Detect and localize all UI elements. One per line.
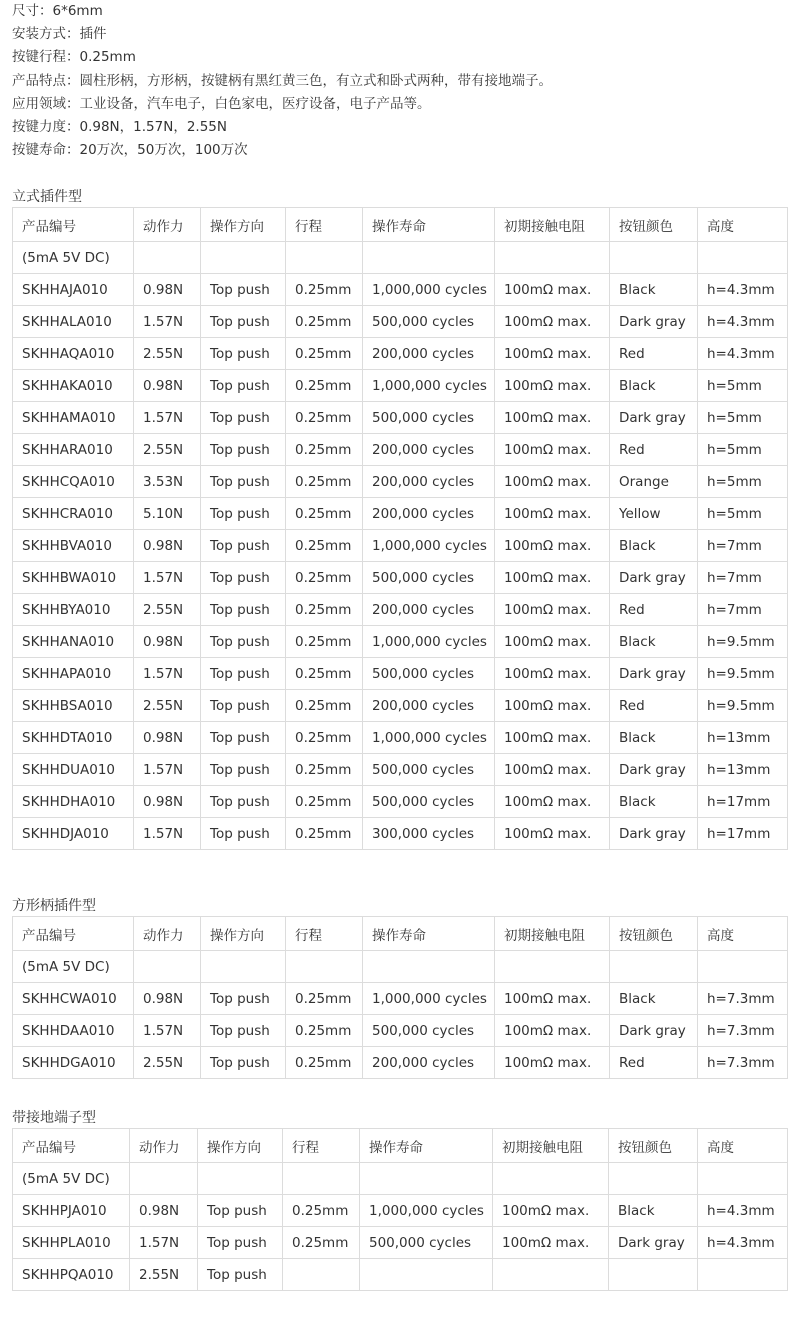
table-cell: 100mΩ max. (493, 1227, 609, 1259)
table-cell (360, 1163, 493, 1195)
table-cell: Dark gray (610, 754, 698, 786)
table-cell: Top push (201, 466, 286, 498)
table-cell (610, 951, 698, 983)
table-cell: Top push (198, 1227, 283, 1259)
table-cell: SKHHAPA010 (13, 658, 134, 690)
table-cell: Top push (198, 1195, 283, 1227)
table-cell: SKHHDTA010 (13, 722, 134, 754)
column-header: 动作力 (130, 1129, 198, 1163)
table-cell: 2.55N (134, 338, 201, 370)
table-cell (134, 951, 201, 983)
table-row (13, 1259, 788, 1291)
table-row (13, 690, 788, 722)
table-row (13, 722, 788, 754)
table-cell (493, 1163, 609, 1195)
table-cell: 0.25mm (286, 690, 363, 722)
table-cell: SKHHALA010 (13, 306, 134, 338)
table-cell: 200,000 cycles (363, 594, 495, 626)
table-cell (198, 1163, 283, 1195)
table-cell: 5.10N (134, 498, 201, 530)
table-cell: 0.25mm (286, 594, 363, 626)
column-header: 操作方向 (201, 208, 286, 242)
table-cell: Top push (201, 983, 286, 1015)
table-row (13, 370, 788, 402)
table-cell: Red (610, 434, 698, 466)
table-cell: SKHHPQA010 (13, 1259, 130, 1291)
table-cell: 0.25mm (286, 1047, 363, 1079)
table-cell: 0.98N (134, 983, 201, 1015)
table-row (13, 754, 788, 786)
table-cell: 100mΩ max. (495, 338, 610, 370)
table-cell: Top push (201, 306, 286, 338)
column-header: 产品编号 (13, 917, 134, 951)
table-cell: 2.55N (134, 434, 201, 466)
table-cell: 2.55N (134, 690, 201, 722)
table-row (13, 594, 788, 626)
table-cell: Top push (201, 370, 286, 402)
table-row (13, 338, 788, 370)
table-cell: 1.57N (130, 1227, 198, 1259)
table-cell (130, 1163, 198, 1195)
table-cell: 0.25mm (286, 466, 363, 498)
table-cell: 0.98N (134, 626, 201, 658)
table-cell: 0.25mm (286, 306, 363, 338)
table-cell: SKHHCWA010 (13, 983, 134, 1015)
table-cell: SKHHAMA010 (13, 402, 134, 434)
column-header: 操作方向 (198, 1129, 283, 1163)
column-header: 高度 (698, 208, 788, 242)
table-cell: 0.25mm (286, 530, 363, 562)
table-cell: Top push (201, 1015, 286, 1047)
table-cell: SKHHDGA010 (13, 1047, 134, 1079)
table-cell: Dark gray (610, 658, 698, 690)
table-cell: Top push (201, 722, 286, 754)
table-cell: 1,000,000 cycles (363, 626, 495, 658)
table-cell: 0.25mm (286, 818, 363, 850)
table-cell: 100mΩ max. (495, 786, 610, 818)
table-cell: 100mΩ max. (495, 402, 610, 434)
section-title-square: 方形柄插件型 (12, 898, 96, 914)
table-cell: Top push (201, 1047, 286, 1079)
table-cell: Top push (201, 434, 286, 466)
table-cell: 0.25mm (286, 338, 363, 370)
table-cell: h=17mm (698, 818, 788, 850)
table-cell (698, 951, 788, 983)
table-cell: h=7mm (698, 562, 788, 594)
table-cell: SKHHCQA010 (13, 466, 134, 498)
table-cell: Dark gray (610, 402, 698, 434)
table-cell: 500,000 cycles (363, 1015, 495, 1047)
table-cell: Yellow (610, 498, 698, 530)
table-cell: 500,000 cycles (363, 402, 495, 434)
table-cell: 200,000 cycles (363, 338, 495, 370)
table-cell: 1.57N (134, 658, 201, 690)
table-cell: SKHHCRA010 (13, 498, 134, 530)
table-cell: Top push (201, 498, 286, 530)
table-cell: 3.53N (134, 466, 201, 498)
table-cell: 1,000,000 cycles (363, 983, 495, 1015)
condition-note: (5mA 5V DC) (13, 242, 134, 274)
table-cell: h=5mm (698, 498, 788, 530)
table-row (13, 1047, 788, 1079)
table-cell: Black (610, 530, 698, 562)
vertical-type-table (12, 207, 788, 850)
table-cell: 1,000,000 cycles (363, 722, 495, 754)
table-cell: Red (610, 338, 698, 370)
table-cell: 100mΩ max. (495, 690, 610, 722)
table-cell: Dark gray (610, 1015, 698, 1047)
table-cell: h=9.5mm (698, 690, 788, 722)
table-cell: 0.25mm (283, 1195, 360, 1227)
table-cell: h=13mm (698, 754, 788, 786)
column-header: 动作力 (134, 208, 201, 242)
table-cell: SKHHANA010 (13, 626, 134, 658)
table-cell: SKHHBVA010 (13, 530, 134, 562)
table-cell: 100mΩ max. (495, 370, 610, 402)
table-cell: Top push (201, 594, 286, 626)
table-cell (134, 242, 201, 274)
table-cell: Dark gray (610, 306, 698, 338)
table-cell: 500,000 cycles (363, 786, 495, 818)
table-cell: 0.98N (134, 274, 201, 306)
table-cell (201, 951, 286, 983)
table-cell: Top push (201, 562, 286, 594)
spec-mounting: 安装方式：插件 (12, 26, 107, 43)
table-cell: 100mΩ max. (495, 306, 610, 338)
table-cell: 100mΩ max. (495, 818, 610, 850)
table-cell: h=4.3mm (698, 1227, 788, 1259)
table-row (13, 786, 788, 818)
table-row (13, 1195, 788, 1227)
column-header: 高度 (698, 917, 788, 951)
table-cell: Top push (201, 338, 286, 370)
table-cell: 0.25mm (286, 658, 363, 690)
table-cell: 100mΩ max. (495, 594, 610, 626)
table-cell: Dark gray (610, 818, 698, 850)
spec-applications: 应用领域：工业设备，汽车电子，白色家电，医疗设备，电子产品等。 (12, 95, 431, 112)
table-cell: 100mΩ max. (495, 562, 610, 594)
column-header: 按钮颜色 (610, 917, 698, 951)
table-cell: 100mΩ max. (495, 434, 610, 466)
table-cell (286, 951, 363, 983)
table-cell: 100mΩ max. (495, 498, 610, 530)
table-cell: Dark gray (610, 562, 698, 594)
table-cell: 500,000 cycles (360, 1227, 493, 1259)
table-cell: 2.55N (134, 594, 201, 626)
condition-note-row (13, 242, 788, 274)
table-row (13, 983, 788, 1015)
table-cell: 0.25mm (286, 626, 363, 658)
table-cell: 100mΩ max. (495, 722, 610, 754)
table-cell: 1.57N (134, 818, 201, 850)
table-cell: Top push (201, 530, 286, 562)
section-title-grounding: 带接地端子型 (12, 1110, 96, 1126)
table-cell: 0.25mm (286, 370, 363, 402)
table-cell: 300,000 cycles (363, 818, 495, 850)
table-cell: 0.25mm (286, 754, 363, 786)
table-cell (286, 242, 363, 274)
table-row (13, 658, 788, 690)
column-header: 操作寿命 (363, 917, 495, 951)
table-cell: 1.57N (134, 1015, 201, 1047)
table-cell (495, 242, 610, 274)
table-cell: SKHHDAA010 (13, 1015, 134, 1047)
table-cell: h=9.5mm (698, 626, 788, 658)
table-cell: h=7mm (698, 530, 788, 562)
table-cell: Top push (198, 1259, 283, 1291)
table-row (13, 274, 788, 306)
table-cell: h=7.3mm (698, 1015, 788, 1047)
table-cell: h=9.5mm (698, 658, 788, 690)
table-cell: 1.57N (134, 402, 201, 434)
table-cell (363, 242, 495, 274)
table-cell: h=7mm (698, 594, 788, 626)
table-cell: 0.25mm (286, 786, 363, 818)
table-cell: 0.25mm (286, 498, 363, 530)
table-cell: 0.25mm (286, 402, 363, 434)
column-header: 操作方向 (201, 917, 286, 951)
table-cell: 0.98N (134, 786, 201, 818)
table-cell: 100mΩ max. (495, 1015, 610, 1047)
table-row (13, 402, 788, 434)
table-cell: SKHHAKA010 (13, 370, 134, 402)
table-cell: 500,000 cycles (363, 754, 495, 786)
spec-size: 尺寸：6*6mm (12, 3, 103, 19)
table-cell: Black (610, 786, 698, 818)
table-cell: 100mΩ max. (495, 658, 610, 690)
table-row (13, 818, 788, 850)
table-cell: Top push (201, 818, 286, 850)
table-cell: SKHHBSA010 (13, 690, 134, 722)
table-cell: SKHHPLA010 (13, 1227, 130, 1259)
table-cell: 200,000 cycles (363, 690, 495, 722)
table-cell: 1,000,000 cycles (360, 1195, 493, 1227)
table-cell: 0.25mm (283, 1227, 360, 1259)
table-cell: 0.25mm (286, 562, 363, 594)
column-header: 行程 (283, 1129, 360, 1163)
table-row (13, 466, 788, 498)
table-cell: 200,000 cycles (363, 498, 495, 530)
table-cell: Dark gray (609, 1227, 698, 1259)
table-cell: h=5mm (698, 402, 788, 434)
table-cell: 1,000,000 cycles (363, 530, 495, 562)
column-header: 初期接触电阻 (495, 208, 610, 242)
condition-note: (5mA 5V DC) (13, 1163, 130, 1195)
table-cell: Black (609, 1195, 698, 1227)
table-cell: Black (610, 722, 698, 754)
table-cell: 2.55N (134, 1047, 201, 1079)
table-cell: SKHHDHA010 (13, 786, 134, 818)
table-cell: Black (610, 370, 698, 402)
table-cell: 0.25mm (286, 274, 363, 306)
table-cell: h=5mm (698, 466, 788, 498)
table-cell (283, 1259, 360, 1291)
spec-list (12, 0, 552, 162)
table-cell (493, 1259, 609, 1291)
table-cell: SKHHBYA010 (13, 594, 134, 626)
table-cell: Red (610, 690, 698, 722)
table-cell: Top push (201, 690, 286, 722)
table-cell (363, 951, 495, 983)
column-header: 高度 (698, 1129, 788, 1163)
table-cell: h=7.3mm (698, 983, 788, 1015)
table-cell: 0.25mm (286, 1015, 363, 1047)
table-cell: SKHHAQA010 (13, 338, 134, 370)
table-row (13, 498, 788, 530)
table-row (13, 530, 788, 562)
condition-note-row (13, 1163, 788, 1195)
table-cell (201, 242, 286, 274)
table-cell: 2.55N (130, 1259, 198, 1291)
table-cell: Top push (201, 402, 286, 434)
table-cell: 100mΩ max. (495, 274, 610, 306)
header-row (13, 917, 788, 951)
table-cell: 200,000 cycles (363, 434, 495, 466)
table-cell: Top push (201, 786, 286, 818)
table-cell: Black (610, 626, 698, 658)
column-header: 动作力 (134, 917, 201, 951)
table-cell: Top push (201, 274, 286, 306)
column-header: 操作寿命 (360, 1129, 493, 1163)
table-cell: Top push (201, 754, 286, 786)
table-cell: SKHHDJA010 (13, 818, 134, 850)
table-cell: 0.25mm (286, 722, 363, 754)
table-cell: SKHHPJA010 (13, 1195, 130, 1227)
column-header: 产品编号 (13, 1129, 130, 1163)
table-cell: 100mΩ max. (495, 530, 610, 562)
column-header: 行程 (286, 208, 363, 242)
table-cell: 500,000 cycles (363, 658, 495, 690)
table-cell: h=7.3mm (698, 1047, 788, 1079)
table-cell: 200,000 cycles (363, 466, 495, 498)
table-cell: 0.25mm (286, 983, 363, 1015)
table-row (13, 562, 788, 594)
table-cell: Red (610, 594, 698, 626)
table-cell: Top push (201, 658, 286, 690)
table-cell (698, 1163, 788, 1195)
table-cell (609, 1163, 698, 1195)
table-row (13, 306, 788, 338)
table-cell: 100mΩ max. (495, 754, 610, 786)
table-cell: 0.98N (134, 370, 201, 402)
column-header: 产品编号 (13, 208, 134, 242)
table-cell (610, 242, 698, 274)
table-cell: 100mΩ max. (493, 1195, 609, 1227)
table-cell: h=5mm (698, 370, 788, 402)
column-header: 行程 (286, 917, 363, 951)
table-cell: 0.98N (134, 530, 201, 562)
square-handle-table (12, 916, 788, 1079)
table-row (13, 1227, 788, 1259)
table-cell (283, 1163, 360, 1195)
table-cell: SKHHBWA010 (13, 562, 134, 594)
table-cell: 1.57N (134, 754, 201, 786)
table-cell (495, 951, 610, 983)
table-cell: h=13mm (698, 722, 788, 754)
table-cell: SKHHARA010 (13, 434, 134, 466)
section-title-vertical: 立式插件型 (12, 189, 82, 205)
table-cell: 0.98N (134, 722, 201, 754)
spec-force: 按键力度：0.98N，1.57N，2.55N (12, 119, 227, 136)
table-cell: 200,000 cycles (363, 1047, 495, 1079)
table-row (13, 626, 788, 658)
table-cell: 500,000 cycles (363, 306, 495, 338)
header-row (13, 1129, 788, 1163)
column-header: 按钮颜色 (609, 1129, 698, 1163)
grounding-terminal-table (12, 1128, 788, 1291)
table-cell: Orange (610, 466, 698, 498)
table-cell: 1,000,000 cycles (363, 274, 495, 306)
table-cell: h=17mm (698, 786, 788, 818)
table-cell: 100mΩ max. (495, 1047, 610, 1079)
table-cell: 100mΩ max. (495, 626, 610, 658)
table-cell: 0.98N (130, 1195, 198, 1227)
table-cell: 100mΩ max. (495, 983, 610, 1015)
spec-life: 按键寿命：20万次，50万次，100万次 (12, 142, 248, 159)
column-header: 操作寿命 (363, 208, 495, 242)
table-cell: Black (610, 983, 698, 1015)
table-cell: h=4.3mm (698, 1195, 788, 1227)
table-cell (360, 1259, 493, 1291)
condition-note-row (13, 951, 788, 983)
column-header: 按钮颜色 (610, 208, 698, 242)
table-row (13, 1015, 788, 1047)
table-cell: 1,000,000 cycles (363, 370, 495, 402)
table-cell: SKHHAJA010 (13, 274, 134, 306)
table-cell (698, 242, 788, 274)
table-cell: h=4.3mm (698, 338, 788, 370)
table-cell: Top push (201, 626, 286, 658)
table-cell: Black (610, 274, 698, 306)
table-cell (609, 1259, 698, 1291)
table-cell: 1.57N (134, 306, 201, 338)
table-cell: 100mΩ max. (495, 466, 610, 498)
spec-travel: 按键行程：0.25mm (12, 49, 136, 66)
table-cell: h=4.3mm (698, 274, 788, 306)
table-cell: h=4.3mm (698, 306, 788, 338)
table-cell: Red (610, 1047, 698, 1079)
column-header: 初期接触电阻 (495, 917, 610, 951)
condition-note: (5mA 5V DC) (13, 951, 134, 983)
table-cell: 0.25mm (286, 434, 363, 466)
table-cell: h=5mm (698, 434, 788, 466)
table-cell: SKHHDUA010 (13, 754, 134, 786)
table-cell: 1.57N (134, 562, 201, 594)
header-row (13, 208, 788, 242)
column-header: 初期接触电阻 (493, 1129, 609, 1163)
table-cell (698, 1259, 788, 1291)
table-cell: 500,000 cycles (363, 562, 495, 594)
spec-features: 产品特点：圆柱形柄，方形柄，按键柄有黑红黄三色，有立式和卧式两种，带有接地端子。 (12, 72, 552, 89)
table-row (13, 434, 788, 466)
